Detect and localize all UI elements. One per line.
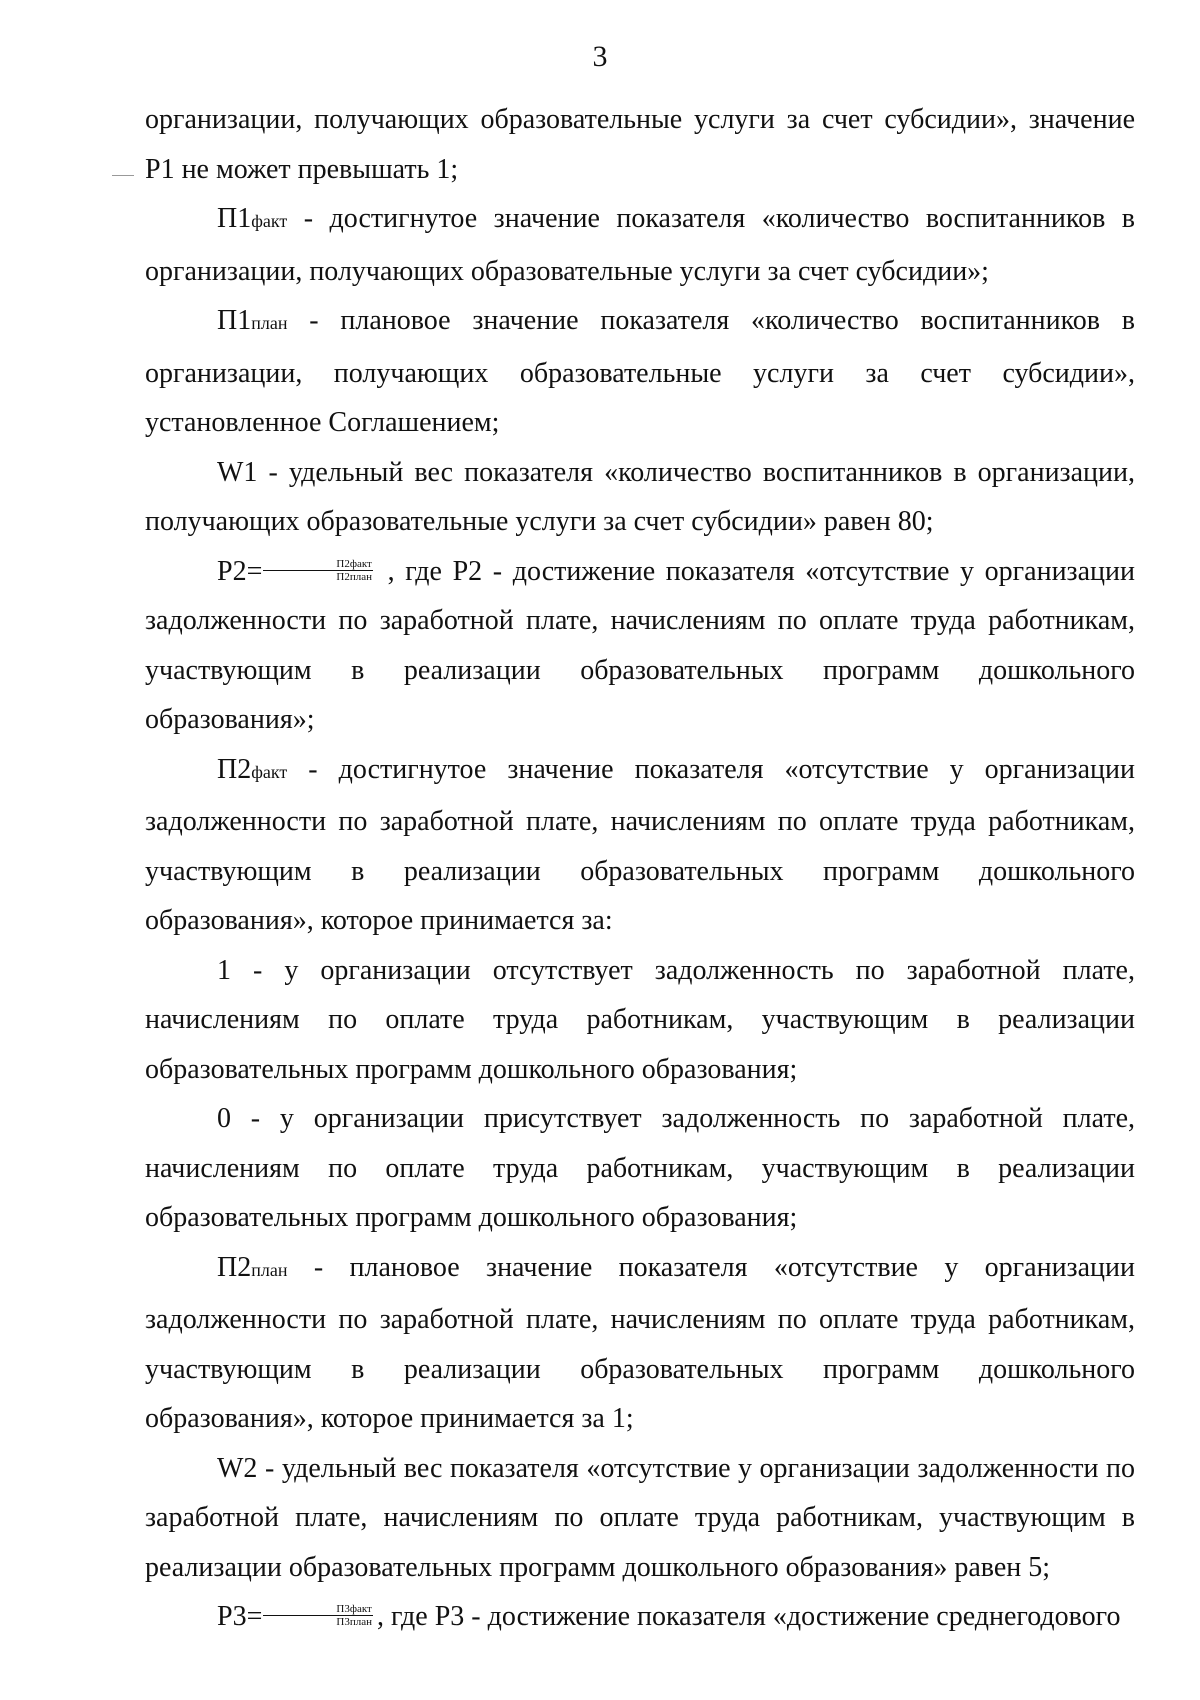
paragraph-text: - плановое значение показателя «отсутствие у организации задолженности по заработной плате, начислениям по оплате труда работникам, участвующим в реализации образовательных программ дошкольного образования», которое принимается за 1; (145, 1251, 1135, 1434)
paragraph-continuation (145, 95, 1135, 194)
paragraph-p2-plan (145, 1243, 1135, 1444)
paragraph-text: - достигнутое значение показателя «отсутствие у организации задолженности по заработной плате, начислениям по оплате труда работникам, участвующим в реализации образовательных программ дошкольного образования», которое принимается за: (145, 753, 1135, 936)
paragraph-text: организации, получающих образовательные услуги за счет субсидии», значение Р1 не может превышать 1; (145, 104, 1135, 185)
paragraph-text: 1 - у организации отсутствует задолженность по заработной плате, начислениям по оплате труда работникам, участвующим в реализации образовательных программ дошкольного образования; (145, 954, 1135, 1085)
term-subscript: факт (251, 211, 288, 231)
paragraph-text: - плановое значение показателя «количество воспитанников в организации, получающих образовательные услуги за счет субсидии», установленное Соглашением; (145, 305, 1135, 438)
term-subscript: план (251, 1259, 288, 1280)
formula-lhs: Р3= (217, 1601, 263, 1632)
paragraph-w2 (145, 1444, 1135, 1593)
formula-lhs: Р2= (217, 555, 263, 587)
fraction-numerator: П3факт (263, 1603, 373, 1616)
paragraph-text: - удельный вес показателя «отсутствие у организации задолженности по заработной плате, начислениям по оплате труда работникам, участвующим в реализации образовательных программ дошкольного образования» равен 5; (145, 1452, 1135, 1583)
fraction-numerator: П2факт (263, 558, 373, 571)
paragraph-p2-formula (145, 547, 1135, 745)
fraction-denominator: П3план (336, 1616, 372, 1629)
paragraph-w1 (145, 448, 1135, 547)
paragraph-value-0 (145, 1094, 1135, 1243)
paragraph-text: , где Р3 - достижение показателя «достижение среднегодового (376, 1601, 1121, 1632)
formula-fraction (263, 558, 373, 583)
paragraph-text: 0 - у организации присутствует задолженность по заработной плате, начислениям по оплате труда работникам, участвующим в реализации образовательных программ дошкольного образования; (145, 1103, 1135, 1233)
page-number: 3 (592, 40, 608, 73)
term-symbol: W1 (217, 456, 258, 488)
paragraph-value-1 (145, 946, 1135, 1095)
paragraph-text: , где Р2 - достижение показателя «отсутствие у организации задолженности по заработной плате, начислениям по оплате труда работникам, участвующим в реализации образовательных программ дошкольного образования»; (145, 555, 1135, 735)
term-symbol: П2 (217, 753, 252, 785)
term-symbol: П2 (217, 1251, 252, 1283)
margin-mark (112, 175, 134, 176)
fraction-denominator: П2план (336, 570, 372, 583)
formula-fraction (263, 1603, 373, 1628)
term-symbol: W2 (217, 1452, 258, 1484)
paragraph-text: - достигнутое значение показателя «количество воспитанников в организации, получающих образовательные услуги за счет субсидии»; (145, 203, 1135, 287)
term-symbol: П1 (217, 203, 252, 234)
term-symbol: П1 (217, 305, 252, 336)
term-subscript: факт (251, 761, 288, 782)
paragraph-p1-plan (145, 296, 1135, 448)
term-subscript: план (251, 313, 288, 333)
paragraph-p1-fact (145, 194, 1135, 296)
paragraph-text: - удельный вес показателя «количество воспитанников в организации, получающих образовательные услуги за счет субсидии» равен 80; (145, 456, 1135, 537)
document-body (145, 95, 1135, 1642)
paragraph-p3-formula (145, 1592, 1135, 1642)
paragraph-p2-fact (145, 745, 1135, 946)
